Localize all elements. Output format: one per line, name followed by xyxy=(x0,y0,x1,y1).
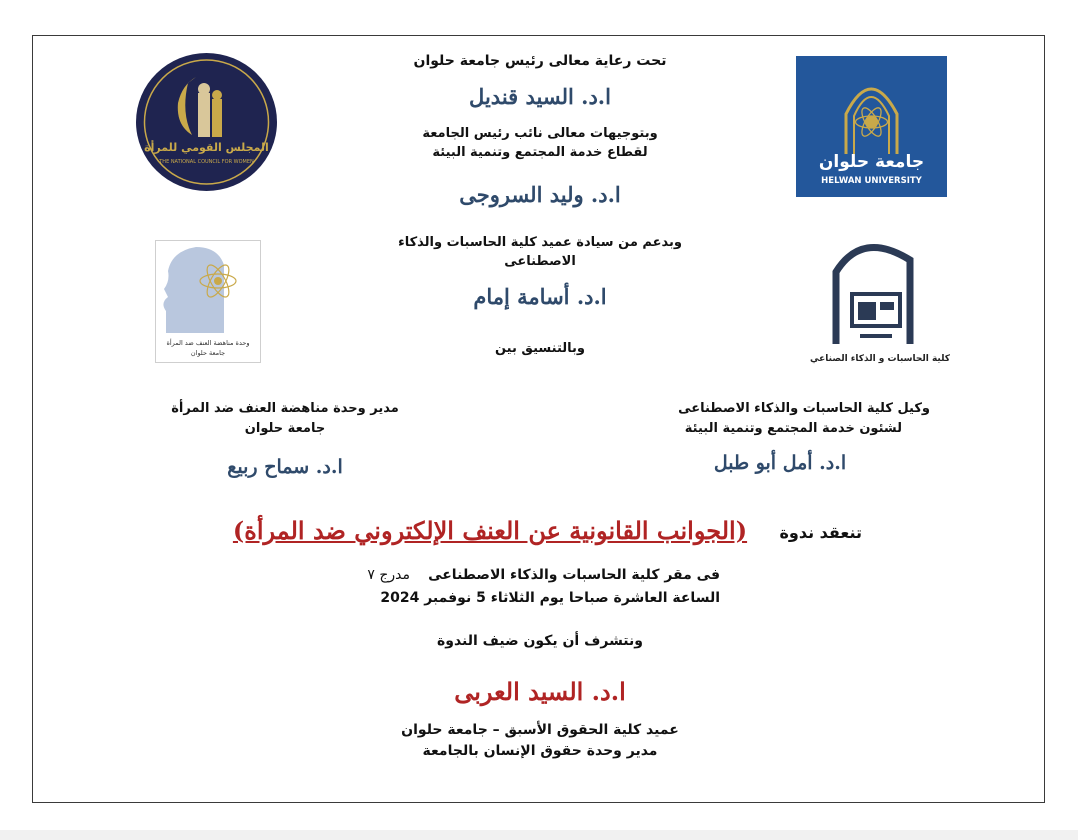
vp-name: ا.د. وليد السروجى xyxy=(459,182,621,207)
unit-director-name: ا.د. سماح ربيع xyxy=(227,456,343,478)
ncw-emblem-icon xyxy=(136,53,277,191)
vice-dean-name: ا.د. أمل أبو طبل xyxy=(713,452,847,474)
president-name: ا.د. السيد قنديل xyxy=(469,84,611,109)
vice-dean-role: وكيل كلية الحاسبات والذكاء الاصطناعى xyxy=(678,401,930,416)
dean-name: ا.د. أسامة إمام xyxy=(473,284,607,309)
helwan-logo-arabic: جامعة حلوان xyxy=(818,152,925,172)
patronage-line: تحت رعاية معالى رئيس جامعة حلوان xyxy=(413,53,667,69)
coordination-line: وبالتنسيق بين xyxy=(494,341,585,356)
helwan-logo-english: HELWAN UNIVERSITY xyxy=(821,176,922,186)
unit-director-university: جامعة حلوان xyxy=(244,421,326,436)
seminar-hall: مدرج ٧ xyxy=(367,567,410,583)
dean-support-line: وبدعم من سيادة عميد كلية الحاسبات والذكاء xyxy=(398,235,682,250)
vp-sector-line: لقطاع خدمة المجتمع وتنمية البيئة xyxy=(432,145,648,160)
seminar-honor: ونتشرف أن يكون ضيف الندوة xyxy=(436,633,643,649)
helwan-university-logo xyxy=(796,56,947,197)
faculty-of-computers-logo xyxy=(800,232,950,372)
guest-role-2: مدير وحدة حقوق الإنسان بالجامعة xyxy=(422,743,658,759)
fci-caption: كلية الحاسبات و الذكاء الصناعي xyxy=(810,354,950,364)
seminar-prefix: تنعقد ندوة xyxy=(779,523,862,542)
guest-name: ا.د. السيد العربى xyxy=(454,677,626,706)
ncw-logo-english: THE NATIONAL COUNCIL FOR WOMEN xyxy=(159,159,254,165)
vice-dean-role-2: لشئون خدمة المجتمع وتنمية البيئة xyxy=(684,421,902,436)
seminar-time: الساعة العاشرة صباحا يوم الثلاثاء 5 نوفمبر 2024 xyxy=(380,590,720,606)
vaw-caption-2: جامعة حلوان xyxy=(190,349,226,357)
profile-atom-icon xyxy=(156,241,260,333)
anti-violence-unit-logo xyxy=(155,240,261,363)
vaw-caption-1: وحدة مناهضة العنف ضد المرأة xyxy=(166,339,250,347)
dean-support-line-2: الاصطناعى xyxy=(504,254,576,269)
ncw-logo-arabic: المجلس القومي للمرأة xyxy=(144,141,269,154)
fci-emblem-icon xyxy=(800,232,924,350)
guest-role: عميد كلية الحقوق الأسبق – جامعة حلوان xyxy=(401,722,679,738)
unit-director-role: مدير وحدة مناهضة العنف ضد المرأة xyxy=(171,401,399,416)
vp-guidance-line: وبتوجيهات معالى نائب رئيس الجامعة xyxy=(422,126,658,141)
national-council-for-women-logo xyxy=(136,53,277,191)
seminar-title: (الجوانب القانونية عن العنف الإلكتروني ضد المرأة) xyxy=(232,516,748,545)
seminar-venue: فى مقر كلية الحاسبات والذكاء الاصطناعى xyxy=(428,567,720,583)
